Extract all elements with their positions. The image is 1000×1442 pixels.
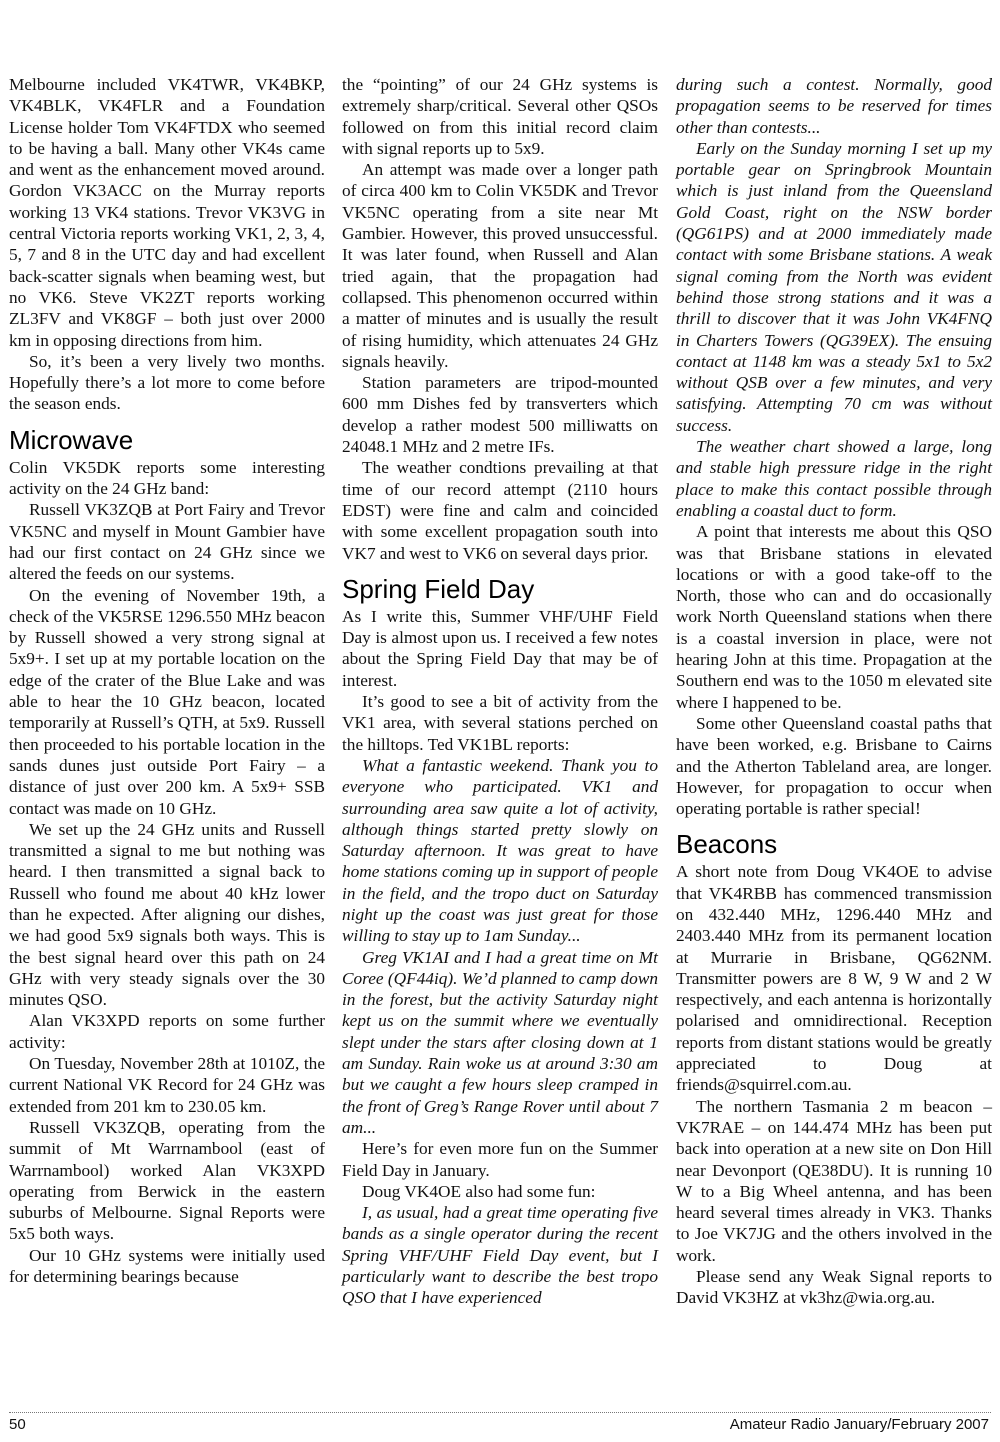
quoted-paragraph: The weather chart showed a large, long and stable high pressure ridge in the right place to make this contact possible through enabling a coastal duct to form. [676,437,992,520]
paragraph: Melbourne included VK4TWR, VK4BKP, VK4BLK, VK4FLR and a Foundation License holder Tom VK4FTDX who seemed to be having a ball. Many other VK4s came and went as the enhancement moved around. Gordon VK3ACC on the Murray reports working 13 VK4 stations. Trevor VK3VG in central Victoria reports working VK1, 2, 3, 4, 5, 7 and 8 in the UTC day and had excellent back-scatter signals when beaming west, but no VK6. Steve VK2ZT reports working ZL3FV and VK8GF – both just over 2000 km in opposing directions from him. [9,75,325,350]
footer-divider [9,1412,991,1413]
paragraph: An attempt was made over a longer path of circa 400 km to Colin VK5DK and Trevor VK5NC operating from a site near Mt Gambier. However, this proved unsuccessful. It was later found, when Russell and Alan tried again, that the propagation had collapsed. This phenomenon occurred within a matter of minutes and is usually the result of rising humidity, which attenuates 24 GHz signals heavily. [342,160,658,371]
paragraph: Our 10 GHz systems were initially used for determining bearings because [9,1245,325,1287]
paragraph: Russell VK3ZQB, operating from the summit of Mt Warrnambool (east of Warrnambool) worked Alan VK3XPD operating from Berwick in the eastern suburbs of Melbourne. Signal Reports were 5x5 both ways. [9,1117,325,1244]
quoted-paragraph: I, as usual, had a great time operating five bands as a single operator during the recent Spring VHF/UHF Field Day event, but I particularly want to describe the best tropo QSO that I have experienced [342,1203,658,1308]
quoted-paragraph: during such a contest. Normally, good propagation seems to be reserved for times other than contests... [676,75,992,137]
quoted-paragraph: What a fantastic weekend. Thank you to everyone who participated. VK1 and surrounding area saw quite a lot of activity, although things started pretty slowly on Saturday afternoon. It was great to have home stations coming up in support of people in the field, and the tropo duct on Saturday night up the coast was just great for those willing to stay up to 1am Sunday... [342,755,658,946]
paragraph: Here’s for even more fun on the Summer Field Day in January. [342,1139,658,1180]
paragraph: the “pointing” of our 24 GHz systems is extremely sharp/critical. Several other QSOs followed on from this initial record claim with signal reports up to 5x9. [342,75,658,158]
paragraph: The northern Tasmania 2 m beacon – VK7RAE – on 144.474 MHz has been put back into operation at a new site on Don Hill near Devonport (QE38DU). It is running 10 W to a Big Wheel antenna, and has been heard several times already in VK3. Thanks to Joe VK7JG and the others involved in the work. [676,1096,992,1265]
column-3 [676,74,992,1309]
paragraph: A point that interests me about this QSO was that Brisbane stations in elevated locations or with a good take-off to the North, those who can and do occasionally work North Queensland stations when there is a coastal inversion in place, were not hearing John at this time. Propagation at the Southern end was to the 1050 m elevated site where I happened to be. [676,522,992,712]
section-heading-beacons: Beacons [676,829,778,860]
quoted-paragraph: Early on the Sunday morning I set up my portable gear on Springbrook Mountain which is just inland from the Queensland Gold Coast, right on the NSW border (QG61PS) and at 2000 immediately made contact with some Brisbane stations. A weak signal coming from the North was evident behind those strong stations and it was a thrill to discover that it was John VK4FNQ in Charters Towers (QG39EX). The ensuing contact at 1148 km was a steady 5x1 to 5x2 without QSB over a few minutes, and very satisfying. Attempting 70 cm was without success. [676,138,992,435]
paragraph: Station parameters are tripod-mounted 600 mm Dishes fed by transverters which develop a rather modest 500 milliwatts on 24048.1 MHz and 2 metre IFs. [342,373,658,457]
paragraph: On Tuesday, November 28th at 1010Z, the current National VK Record for 24 GHz was extended from 201 km to 230.05 km. [9,1054,325,1116]
paragraph: Doug VK4OE also had some fun: [362,1181,596,1201]
magazine-issue: Amateur Radio January/February 2007 [729,1416,989,1433]
paragraph: A short note from Doug VK4OE to advise that VK4RBB has commenced transmission on 432.440 MHz, 1296.440 MHz and 2403.440 MHz from its permanent location at Murrarie in Brisbane, QG62NM. Transmitter powers are 8 W, 9 W and 2 W respectively, and each antenna is horizontally polarised and omnidirectional. Reception reports from distant stations would be greatly appreciated to Doug at friends@squirrel.com.au. [676,862,992,1095]
section-heading-microwave: Microwave [9,424,134,455]
paragraph: So, it’s been a very lively two months. Hopefully there’s a lot more to come before the season ends. [9,351,325,414]
quoted-paragraph: Greg VK1AI and I had a great time on Mt Coree (QF44iq). We’d planned to camp down in the forest, but the activity Saturday night kept us on the summit where we eventually slept under the stars after closing down at 1 am Sunday. Rain woke us at around 3:30 am but we caught a few hours sleep cramped in the front of Greg’s Range Rover until about 7 am... [342,947,658,1137]
paragraph: It’s good to see a bit of activity from the VK1 area, with several stations perched on the hilltops. Ted VK1BL reports: [342,692,658,754]
paragraph: Russell VK3ZQB at Port Fairy and Trevor VK5NC and myself in Mount Gambier have had our first contact on 24 GHz since we altered the feeds on our systems. [9,500,325,584]
column-1 [9,74,325,1287]
section-heading-spring-field-day: Spring Field Day [342,573,535,604]
paragraph: On the evening of November 19th, a check of the VK5RSE 1296.550 MHz beacon by Russell showed a very strong signal at 5x9+. I set up at my portable location on the edge of the crater of the Blue Lake and was able to hear the 10 GHz beacon, located temporarily at Russell’s QTH, at 5x9. Russell then proceeded to his portable location in the sands dunes just outside Port Fairy – a distance of just over 200 km. A 5x9+ SSB contact was made on 10 GHz. [9,585,325,818]
paragraph: As I write this, Summer VHF/UHF Field Day is almost upon us. I received a few notes about the Spring Field Day that may be of interest. [342,606,658,690]
page-number: 50 [9,1416,26,1433]
paragraph: We set up the 24 GHz units and Russell transmitted a signal to me but nothing was heard. I then transmitted a signal back to Russell who found me about 40 kHz lower than he expected. After aligning our dishes, we had good 5x9 signals both ways. This is the best signal heard over this path on 24 GHz with very steady signals over the 30 minutes QSO. [9,819,325,1010]
paragraph: Please send any Weak Signal reports to David VK3HZ at vk3hz@wia.org.au. [676,1267,992,1308]
paragraph: The weather condtions prevailing at that time of our record attempt (2110 hours EDST) were fine and calm and coincided with some excellent propagation south into VK7 and west to VK6 on several days prior. [342,458,658,563]
paragraph: Some other Queensland coastal paths that have been worked, e.g. Brisbane to Cairns and the Atherton Tableland area, are longer. However, for propagation to occur when operating portable is rather special! [676,713,992,819]
paragraph: Alan VK3XPD reports on some further activity: [9,1011,325,1052]
paragraph: Colin VK5DK reports some interesting activity on the 24 GHz band: [9,457,325,499]
column-2 [342,74,658,1309]
